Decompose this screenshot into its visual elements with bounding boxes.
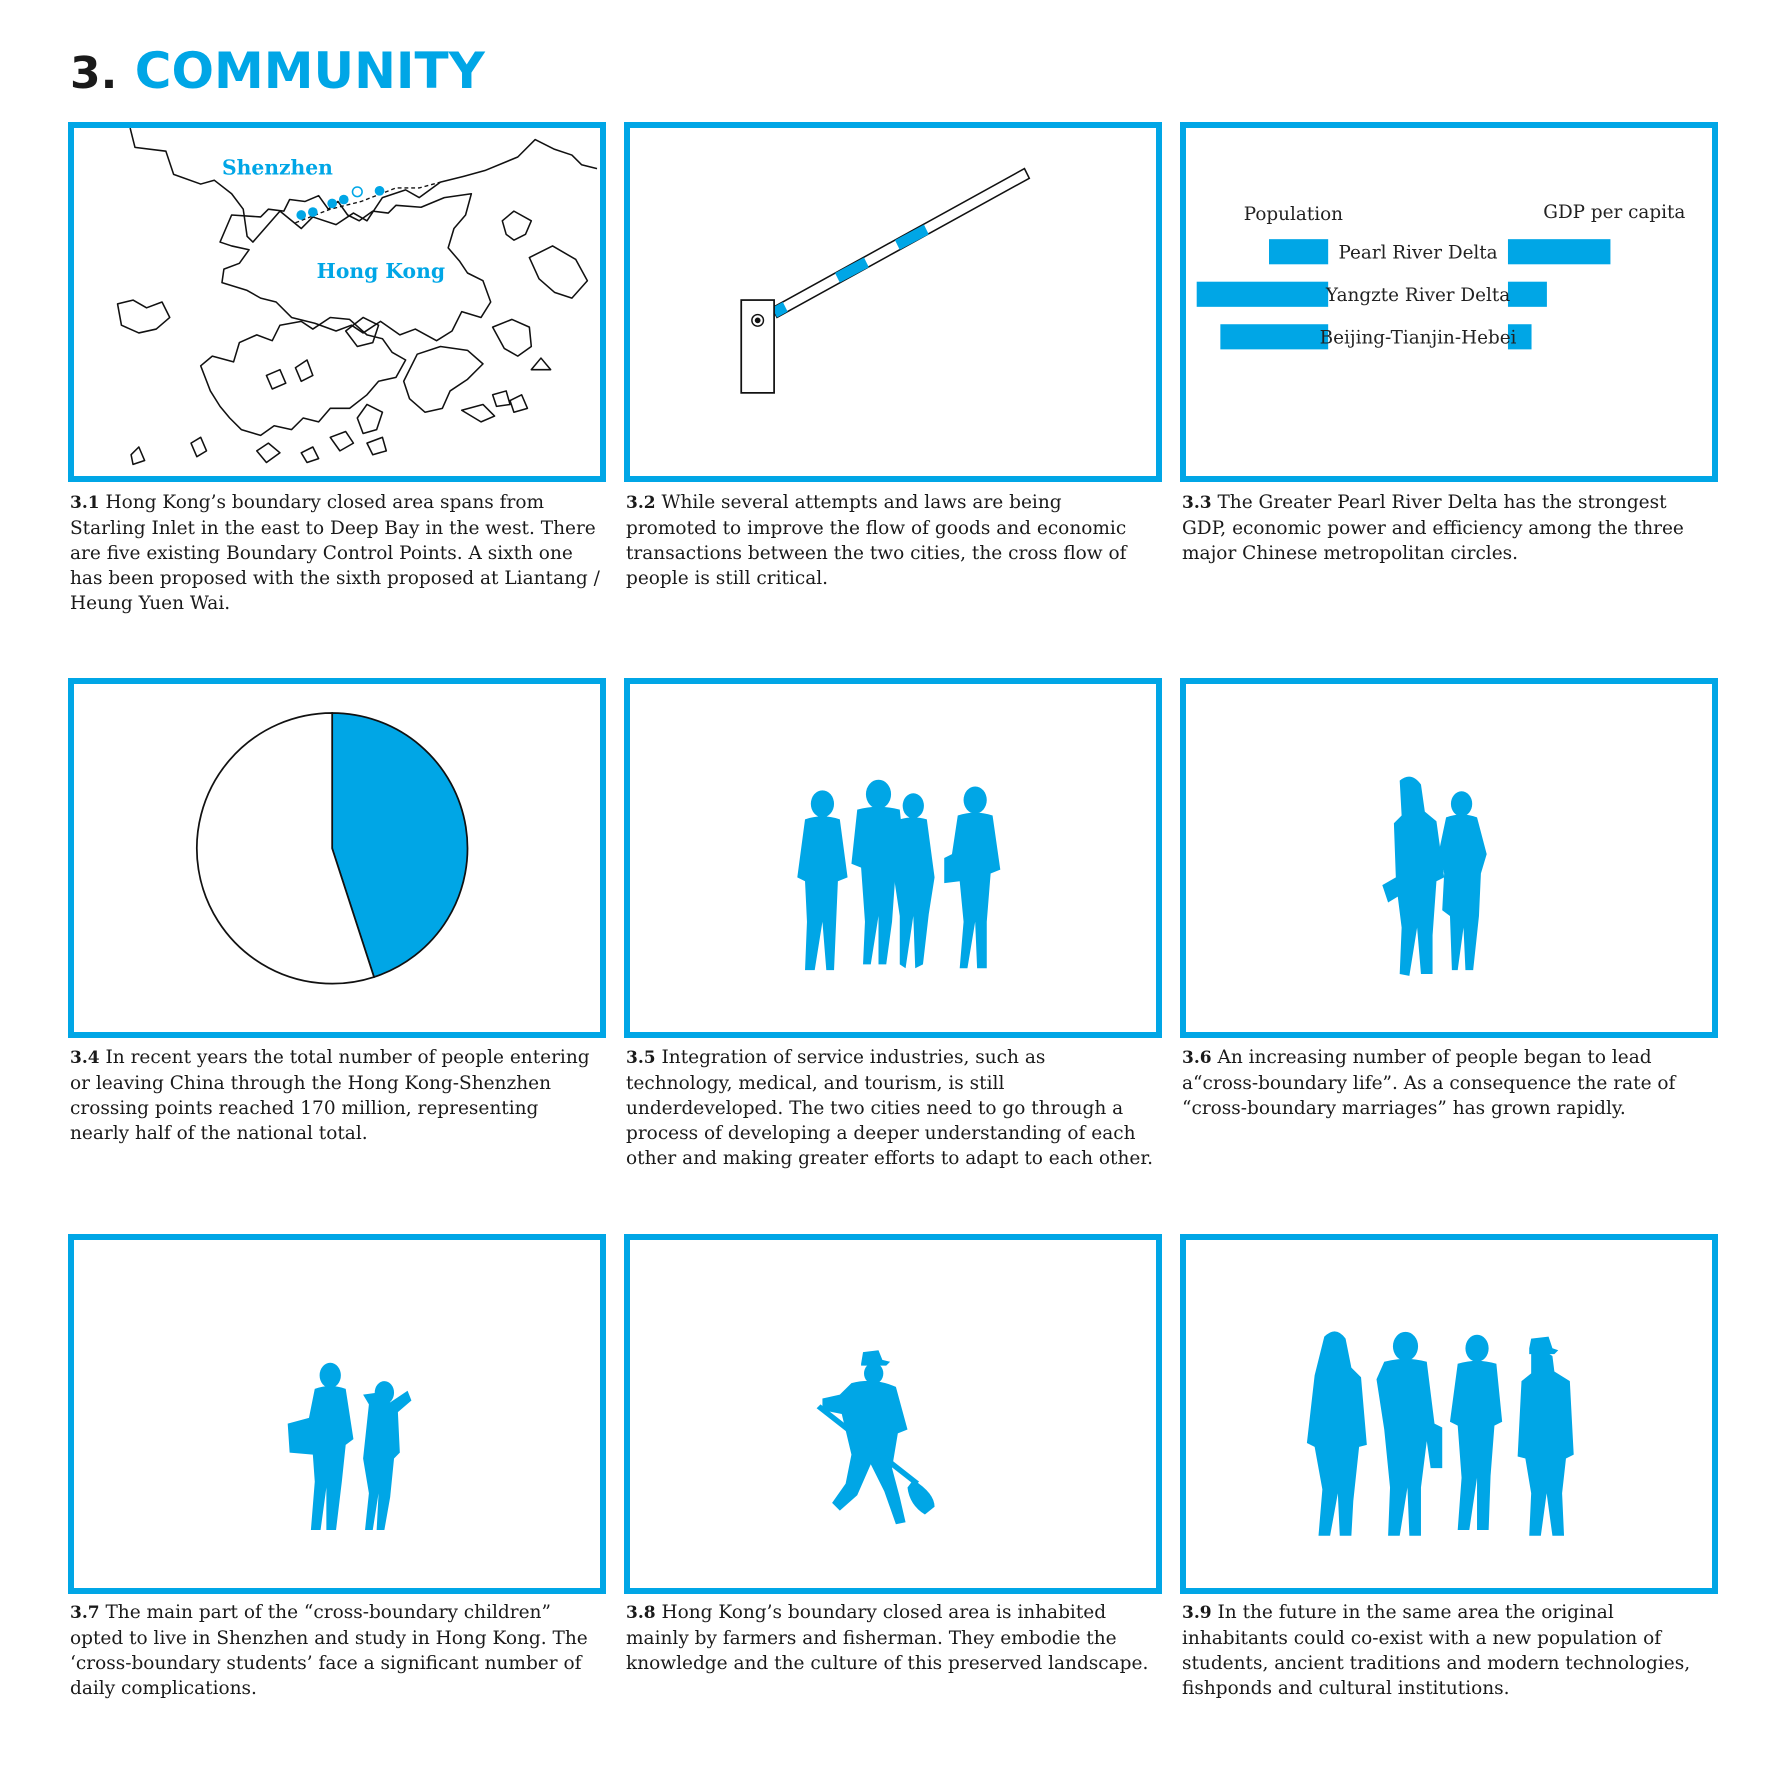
population-bar [1269, 239, 1328, 264]
map-label-hong-kong: Hong Kong [316, 258, 446, 283]
caption-3-8 [626, 1600, 1156, 1676]
barrier-arm [772, 169, 1029, 318]
caption-text: While several attempts and laws are being promoted to improve the flow of goods and economic transactions between the two cities, the cross flow of people is still critical. [626, 492, 1127, 589]
person-silhouette [1438, 791, 1486, 970]
person-silhouette [288, 1363, 354, 1530]
caption-3-4 [70, 1045, 600, 1146]
population-bar [1220, 324, 1328, 349]
proposed-control-point [352, 187, 362, 197]
barrier-gate-drawing [630, 128, 1156, 476]
control-point [308, 207, 318, 217]
category-label: Beijing-Tianjin-Hebei [1319, 327, 1517, 349]
section-number: 3. [70, 48, 118, 99]
people-silhouettes [630, 684, 1156, 1032]
caption-number: 3.5 [626, 1048, 656, 1068]
caption-text: Hong Kong’s boundary closed area is inhabited mainly by farmers and fisherman. They embodie the knowledge and the culture of this preserved landscape. [626, 1602, 1149, 1674]
category-label: Pearl River Delta [1338, 242, 1498, 264]
map-label-shenzhen: Shenzhen [221, 155, 333, 180]
farmer-silhouette [630, 1240, 1156, 1588]
person-silhouette [1307, 1331, 1367, 1535]
caption-text: The main part of the “cross-boundary children” opted to live in Shenzhen and study in Hong Kong. The ‘cross-boundary students’ face a significant number of daily complications. [70, 1602, 588, 1699]
person-silhouette [1382, 777, 1444, 976]
control-point [327, 199, 337, 209]
caption-text: In recent years the total number of people entering or leaving China through the Hong Kong-Shenzhen crossing points reached 170 million, representing nearly half of the national total. [70, 1047, 590, 1144]
bar-chart [1186, 128, 1712, 476]
caption-number: 3.9 [1182, 1603, 1212, 1623]
page-title [70, 42, 485, 100]
caption-number: 3.8 [626, 1603, 656, 1623]
panel-farmer [624, 1234, 1162, 1594]
gdp-bar [1508, 282, 1547, 307]
panel-map [68, 122, 606, 482]
couple-silhouettes [1186, 684, 1712, 1032]
caption-number: 3.6 [1182, 1048, 1212, 1068]
person-silhouette [1518, 1337, 1574, 1536]
caption-text: The Greater Pearl River Delta has the strongest GDP, economic power and efficiency among the three major Chinese metropolitan circles. [1182, 492, 1684, 564]
caption-text: In the future in the same area the original inhabitants could co-exist with a new population of students, ancient traditions and modern technologies, fishponds and cultural institutions. [1182, 1602, 1691, 1699]
caption-number: 3.1 [70, 493, 100, 513]
category-label: Yangzte River Delta [1325, 285, 1511, 307]
panel-children [68, 1234, 606, 1594]
section-title: COMMUNITY [134, 42, 485, 100]
legend-gdp-per-capita: GDP per capita [1543, 201, 1686, 223]
caption-number: 3.7 [70, 1603, 100, 1623]
caption-text: Integration of service industries, such as technology, medical, and tourism, is still underdeveloped. The two cities need to go through a process of developing a deeper understanding of each other and making greater efforts to adapt to each other. [626, 1047, 1154, 1169]
panel-couple [1180, 678, 1718, 1038]
caption-number: 3.2 [626, 493, 656, 513]
person-silhouette [363, 1381, 411, 1530]
panel-pie-chart [68, 678, 606, 1038]
control-point [296, 210, 306, 220]
panel-barrier-gate [624, 122, 1162, 482]
caption-3-1 [70, 490, 600, 616]
population-bars [1197, 239, 1328, 349]
caption-3-2 [626, 490, 1156, 591]
legend-population: Population [1243, 203, 1343, 225]
person-silhouette [1377, 1332, 1443, 1536]
caption-3-9 [1182, 1600, 1712, 1701]
person-silhouette [894, 793, 935, 968]
panel-future-population [1180, 1234, 1718, 1594]
caption-text: An increasing number of people began to lead a“cross-boundary life”. As a consequence the rate of “cross-boundary marriages” has grown rapidly. [1182, 1047, 1676, 1119]
category-labels [1320, 243, 1517, 349]
panel-four-people [624, 678, 1162, 1038]
gdp-bars [1508, 239, 1610, 349]
caption-number: 3.3 [1182, 493, 1212, 513]
control-point [375, 186, 385, 196]
map-drawing [74, 128, 600, 476]
caption-3-3 [1182, 490, 1712, 566]
children-silhouettes [74, 1240, 600, 1588]
person-silhouette [944, 786, 1000, 968]
farmer-figure [817, 1350, 935, 1524]
control-point [339, 195, 349, 205]
caption-number: 3.4 [70, 1048, 100, 1068]
caption-3-5 [626, 1045, 1156, 1171]
pie-chart [74, 684, 600, 1032]
gdp-bar [1508, 239, 1610, 264]
future-population-silhouettes [1186, 1240, 1712, 1588]
caption-3-7 [70, 1600, 600, 1701]
person-silhouette [797, 790, 847, 970]
caption-3-6 [1182, 1045, 1712, 1121]
person-silhouette [1450, 1335, 1502, 1530]
population-bar [1197, 282, 1328, 307]
caption-text: Hong Kong’s boundary closed area spans from Starling Inlet in the east to Deep Bay in the west. There are five existing Boundary Control Points. A sixth one has been proposed with the sixth proposed at Liantang / Heung Yuen Wai. [70, 492, 600, 614]
panel-bar-chart [1180, 122, 1718, 482]
